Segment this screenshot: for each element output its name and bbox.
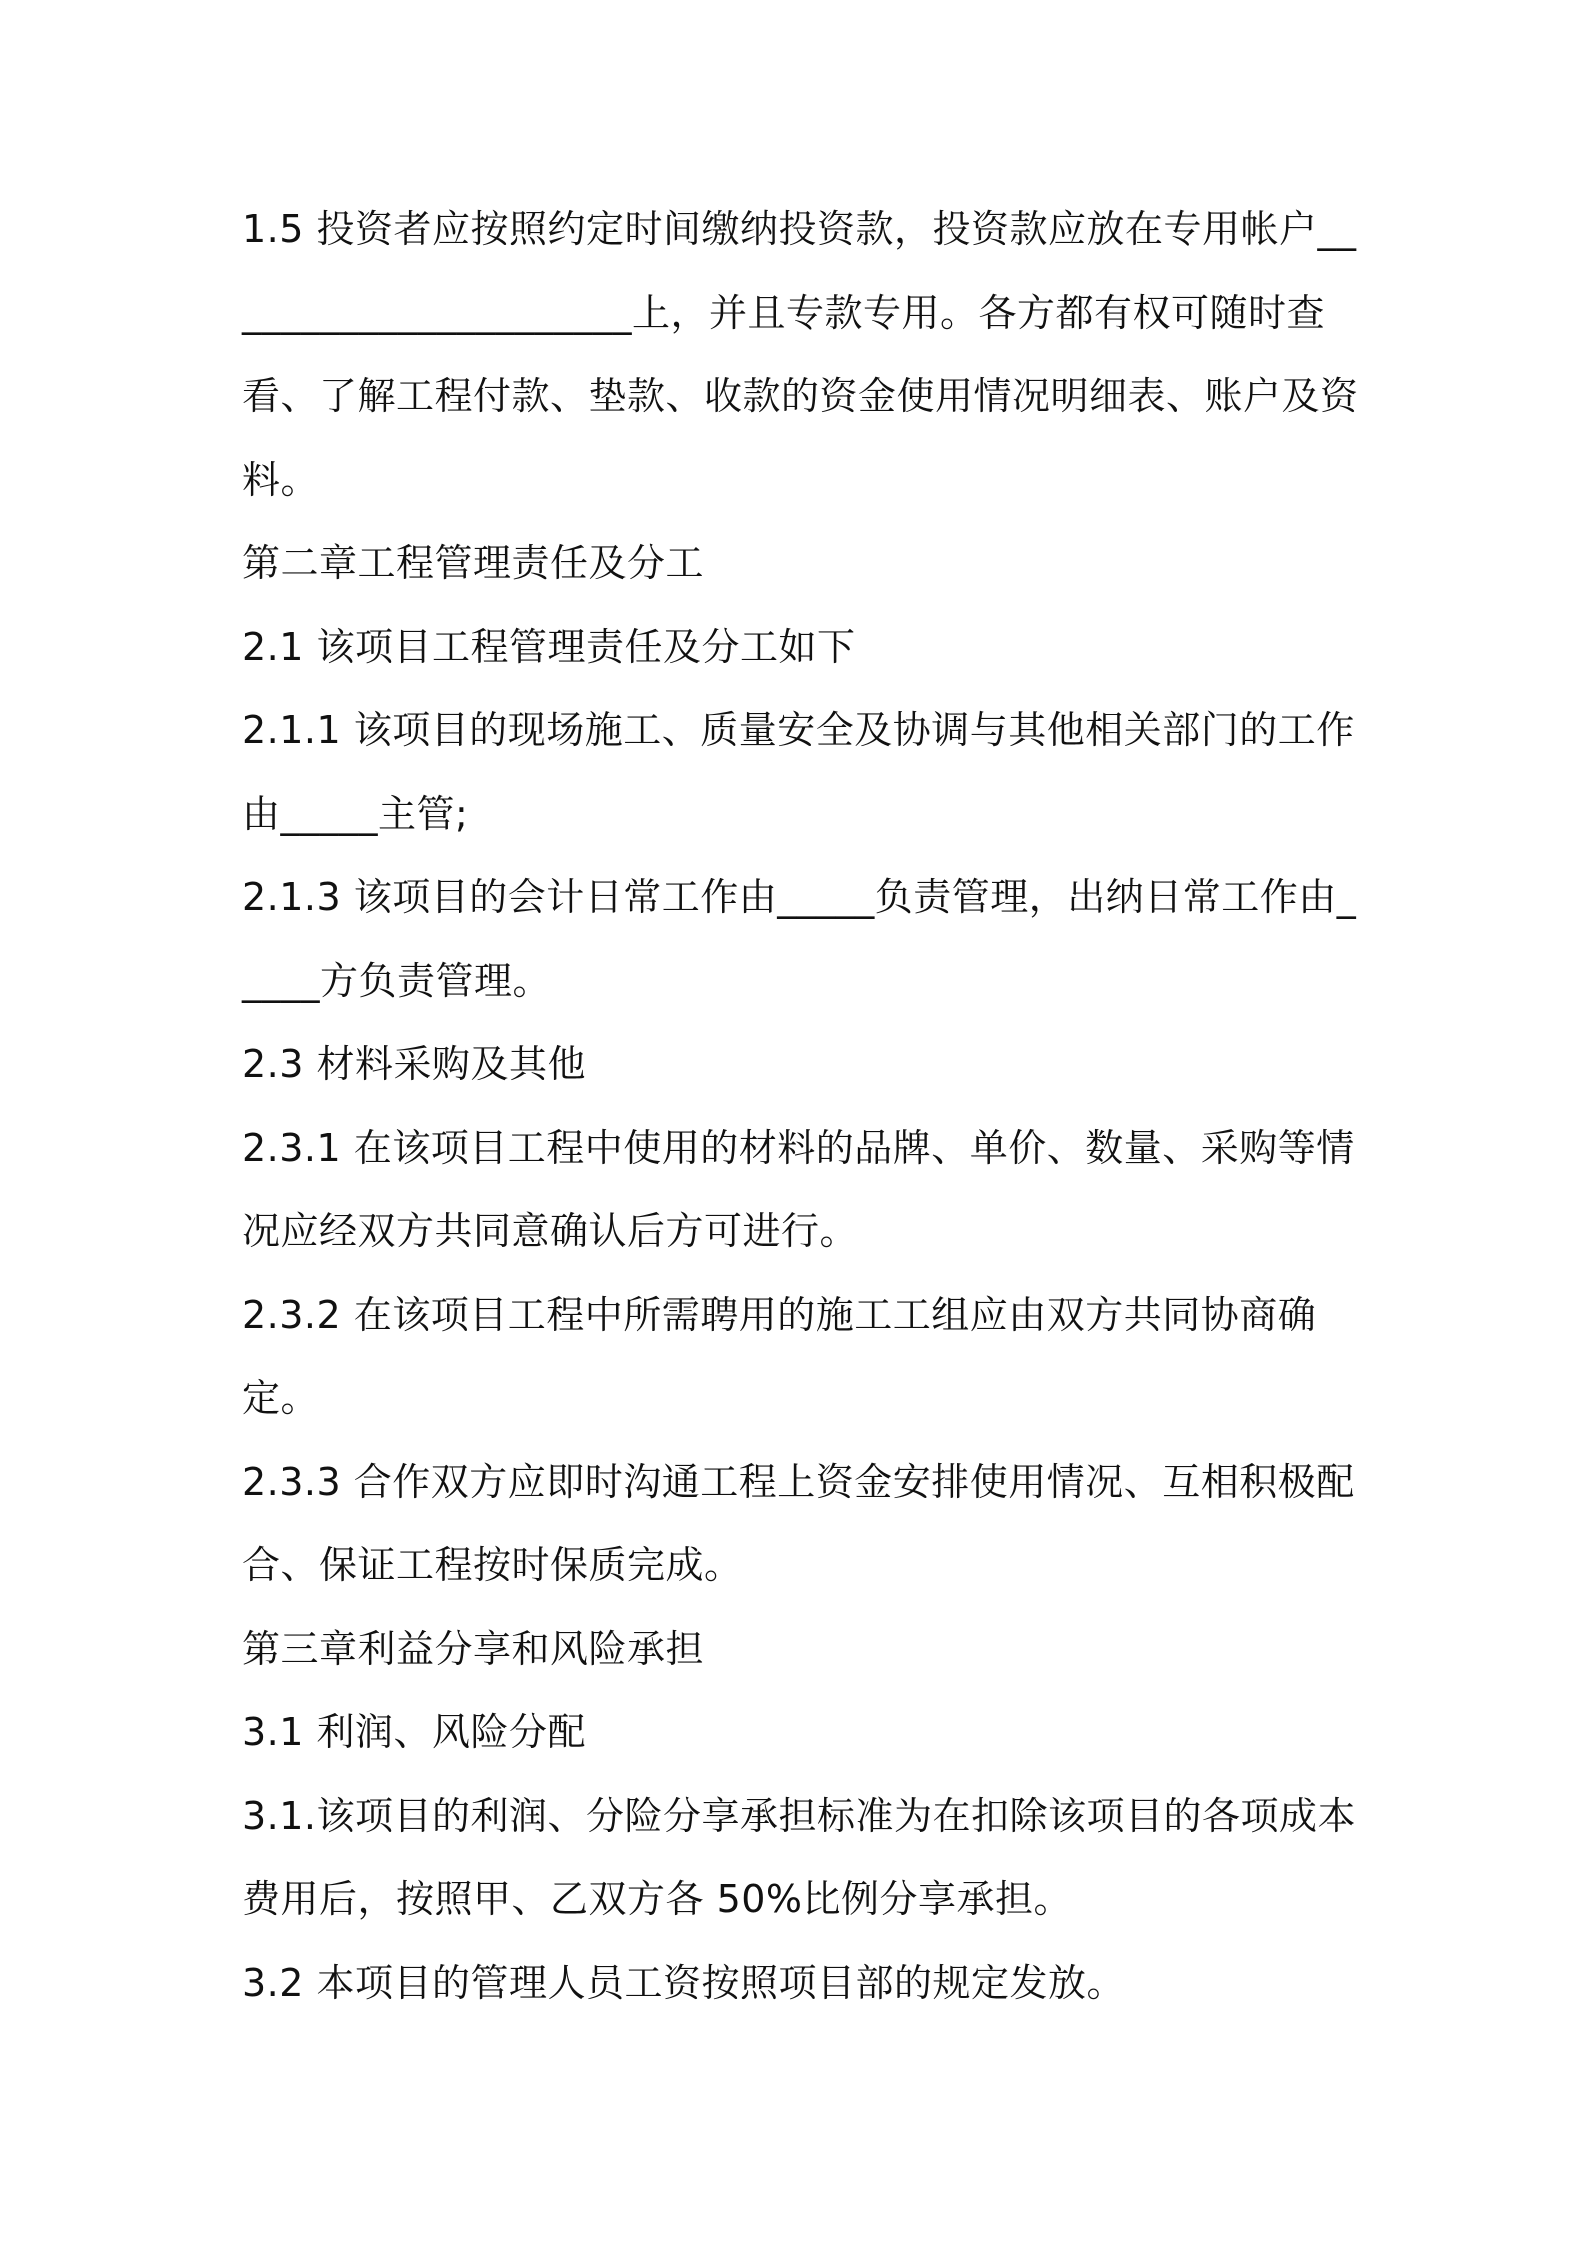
clause-2-1-1: 2.1.1 该项目的现场施工、质量安全及协调与其他相关部门的工作由_____主管; xyxy=(242,708,1355,836)
document-body xyxy=(242,188,1362,2025)
clause-3-1-text: 3.1.该项目的利润、分险分享承担标准为在扣除该项目的各项成本费用后，按照甲、乙双方各 50%比例分享承担。 xyxy=(242,1793,1357,1921)
clause-2-3: 2.3 材料采购及其他 xyxy=(242,1042,587,1086)
clause-2-3-2: 2.3.2 在该项目工程中所需聘用的施工工组应由双方共同协商确定。 xyxy=(242,1292,1317,1420)
clause-3-1: 3.1 利润、风险分配 xyxy=(242,1710,587,1754)
clause-3-2: 3.2 本项目的管理人员工资按照项目部的规定发放。 xyxy=(242,1960,1126,2005)
clause-1-5: 1.5 投资者应按照约定时间缴纳投资款，投资款应放在专用帐户______________________上，并且专款专用。各方都有权可随时查看、了解工程付款、垫款、收款的资金使用情况明细表、账户及资料。 xyxy=(242,207,1359,502)
chapter-3-heading: 第三章利益分享和风险承担 xyxy=(242,1626,705,1671)
clause-2-1: 2.1 该项目工程管理责任及分工如下 xyxy=(242,624,856,669)
chapter-2-heading: 第二章工程管理责任及分工 xyxy=(242,541,705,585)
clause-2-1-3: 2.1.3 该项目的会计日常工作由_____负责管理，出纳日常工作由_____方负责管理。 xyxy=(242,875,1357,1003)
clause-2-3-3: 2.3.3 合作双方应即时沟通工程上资金安排使用情况、互相积极配合、保证工程按时保质完成。 xyxy=(242,1459,1355,1587)
clause-2-3-1: 2.3.1 在该项目工程中使用的材料的品牌、单价、数量、采购等情况应经双方共同意确认后方可进行。 xyxy=(242,1125,1355,1253)
